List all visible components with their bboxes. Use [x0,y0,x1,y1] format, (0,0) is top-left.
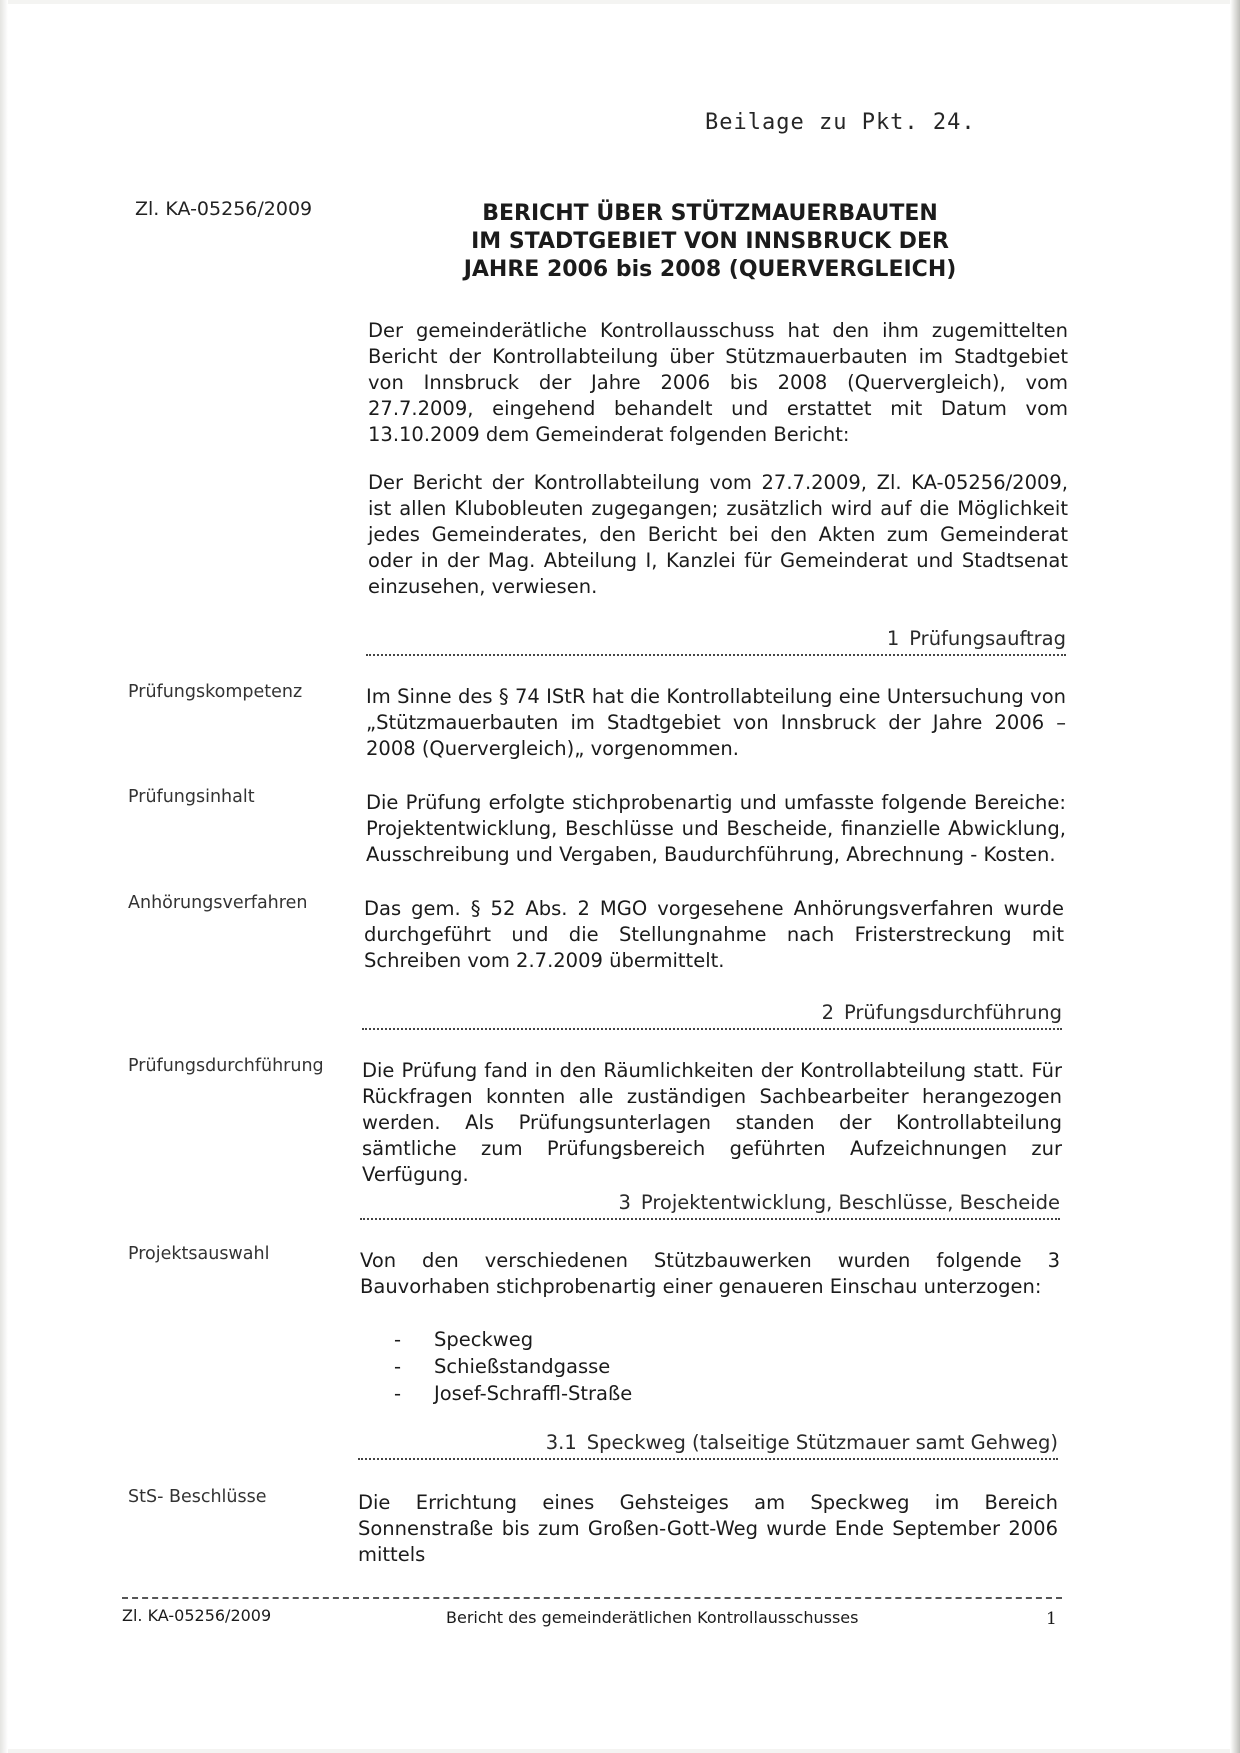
list-item [394,1353,632,1380]
project-name: Speckweg [434,1328,534,1351]
section-heading-3 [360,1190,1060,1220]
label-sts-beschluesse: StS- Beschlüsse [128,1487,267,1507]
text-pruefungsdurchfuehrung: Die Prüfung fand in den Räumlichkeiten der Kontrollabteilung statt. Für Rückfragen konnten alle zuständigen Sachbearbeiter herangezogen werden. Als Prüfungsunterlagen standen der Kontrollabteilung sämtliche zum Prüfungsbereich geführten Aufzeichnungen zur Verfügung. [362,1059,1062,1186]
typed-annotation: Beilage zu Pkt. 24. [705,110,976,135]
project-name: Josef-Schraffl-Straße [434,1382,633,1405]
label-pruefungsdurchfuehrung: Prüfungsdurchführung [128,1056,324,1076]
section-title: Prüfungsauftrag [909,627,1066,650]
list-item [394,1380,632,1407]
section-title: Projektentwicklung, Beschlüsse, Bescheide [640,1191,1060,1214]
label-anhoerungsverfahren: Anhörungsverfahren [128,893,308,913]
text-anhoerungsverfahren: Das gem. § 52 Abs. 2 MGO vorgesehene Anhörungsverfahren wurde durchgeführt und die Stellungnahme nach Fristerstreckung mit Schreiben vom 2.7.2009 übermittelt. [364,897,1064,972]
text-pruefungskompetenz: Im Sinne des § 74 IStR hat die Kontrollabteilung eine Untersuchung von „Stützmauerbauten im Stadtgebiet von Innsbruck der Jahre 2006 – 2008 (Quervergleich)„ vorgenommen. [366,685,1066,760]
text-pruefungsinhalt: Die Prüfung erfolgte stichprobenartig und umfasste folgende Bereiche: Projektentwicklung, Beschlüsse und Bescheide, finanzielle Abwicklung, Ausschreibung und Vergaben, Baudurchführung, Abrechnung - Kosten. [366,791,1066,866]
section-number: 2 [821,1001,834,1024]
project-name: Schießstandgasse [434,1355,611,1378]
reference-number: Zl. KA-05256/2009 [135,198,313,220]
section-number: 3.1 [545,1431,577,1454]
scan-edge-right [1230,0,1240,1753]
list-item [394,1326,632,1353]
project-list [394,1326,632,1407]
label-pruefungskompetenz: Prüfungskompetenz [128,682,303,702]
section-number: 1 [886,627,900,650]
section-heading-1 [366,626,1066,656]
footer-rule [122,1597,1062,1599]
footer-reference: Zl. KA-05256/2009 [122,1606,272,1625]
section-title: Speckweg (talseitige Stützmauer samt Gehweg) [586,1431,1058,1454]
title-line-2: IM STADTGEBIET VON INNSBRUCK DER [471,229,949,254]
section-heading-2 [362,1000,1062,1030]
title-line-1: BERICHT ÜBER STÜTZMAUERBAUTEN [482,201,938,226]
title-line-3: JAHRE 2006 bis 2008 (QUERVERGLEICH) [463,257,957,282]
intro-paragraph-2: Der Bericht der Kontrollabteilung vom 27.7.2009, Zl. KA-05256/2009, ist allen Klubobleuten zugegangen; zusätzlich wird auf die Möglichkeit jedes Gemeinderates, den Bericht bei den Akten zum Gemeinderat oder in der Mag. Abteilung I, Kanzlei für Gemeinderat und Stadtsenat einzusehen, verwiesen. [368,471,1068,598]
text-sts-beschluesse: Die Errichtung eines Gehsteiges am Speckweg im Bereich Sonnenstraße bis zum Großen-Gott-Weg wurde Ende September 2006 mittels [358,1491,1058,1566]
label-projektsauswahl: Projektsauswahl [128,1244,270,1264]
scan-edge-left [0,0,8,1753]
section-title: Prüfungsdurchführung [843,1001,1062,1024]
footer-title: Bericht des gemeinderätlichen Kontrollausschusses [446,1608,859,1627]
list-dash: - [394,1328,402,1351]
label-pruefungsinhalt: Prüfungsinhalt [128,787,255,807]
list-dash: - [394,1355,402,1378]
text-projektsauswahl: Von den verschiedenen Stützbauwerken wurden folgende 3 Bauvorhaben stichprobenartig einer genaueren Einschau unterzogen: [360,1249,1060,1298]
section-heading-3-1 [358,1430,1058,1460]
intro-paragraph-1: Der gemeinderätliche Kontrollausschuss hat den ihm zugemittelten Bericht der Kontrollabteilung über Stützmauerbauten im Stadtgebiet von Innsbruck der Jahre 2006 bis 2008 (Quervergleich), vom 27.7.2009, eingehend behandelt und erstattet mit Datum vom 13.10.2009 dem Gemeinderat folgenden Bericht: [368,319,1068,446]
document-title [430,200,990,284]
list-dash: - [394,1382,402,1405]
page-number: 1 [1046,1609,1057,1629]
section-number: 3 [618,1191,631,1214]
